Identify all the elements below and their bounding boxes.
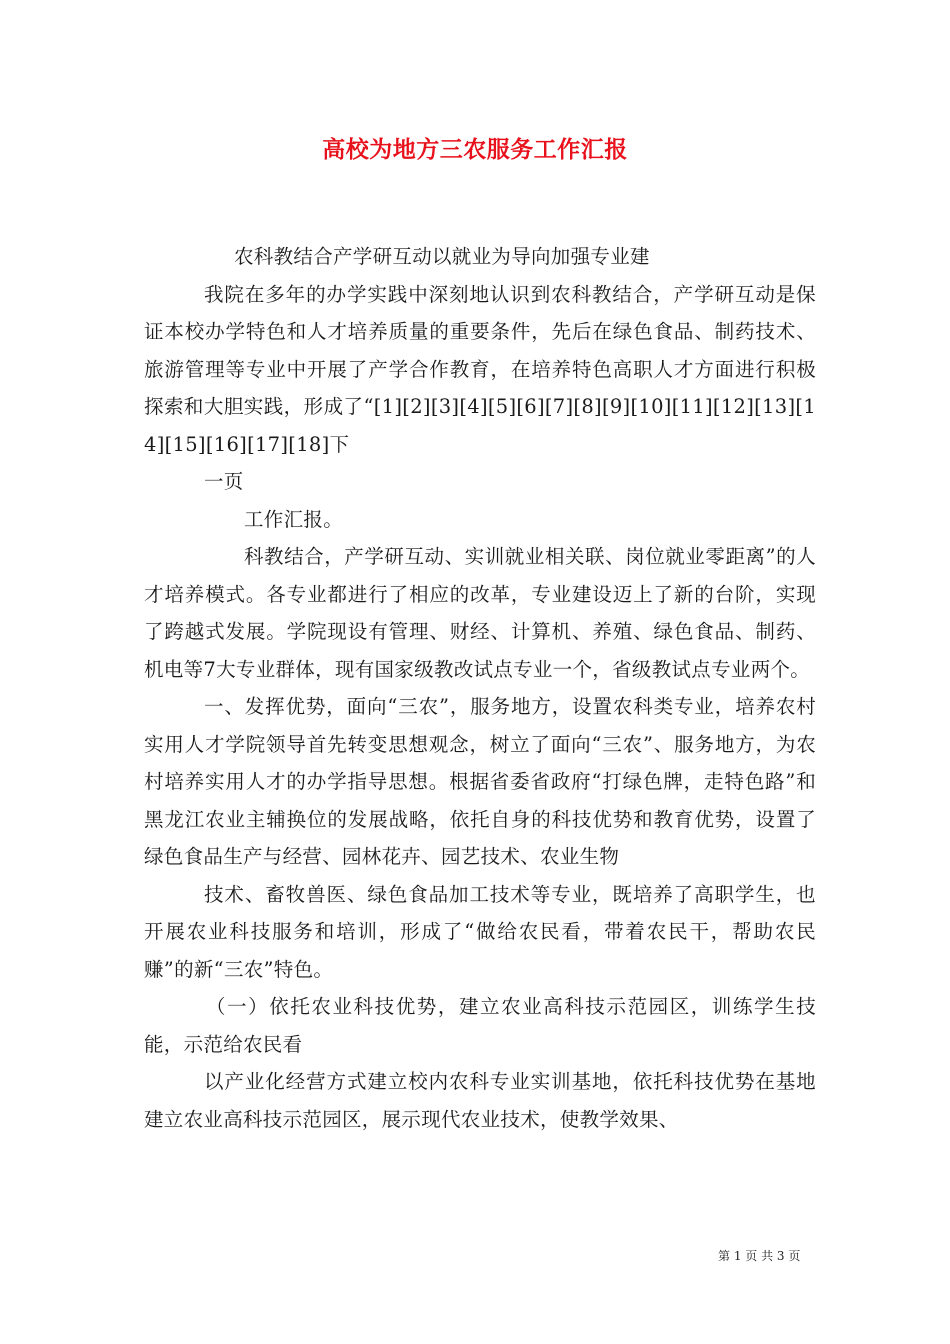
- paragraph-model: 科教结合，产学研互动、实训就业相关联、岗位就业零距离”的人才培养模式。各专业都进行了相应的改革，专业建设迈上了新的台阶，实现了跨越式发展。学院现设有管理、财经、计算机、养殖、绿色食品、制药、机电等7大专业群体，现有国家级教改试点专业一个，省级教试点专业两个。: [144, 545, 816, 681]
- paragraph-majors: 技术、畜牧兽医、绿色食品加工技术等专业，既培养了高职学生，也开展农业科技服务和培训，形成了“做给农民看，带着农民干，帮助农民赚”的新“三农”特色。: [144, 882, 816, 981]
- paragraph-subsection-one: （一）依托农业科技优势，建立农业高科技示范园区，训练学生技能，示范给农民看: [144, 995, 816, 1056]
- paragraph-heading-line: 农科教结合产学研互动以就业为导向加强专业建: [234, 245, 650, 268]
- document-title: 高校为地方三农服务工作汇报: [322, 136, 628, 163]
- paragraph-next-page: 一页: [204, 470, 244, 493]
- page-number-footer: 第 1 页 共 3 页: [718, 1249, 801, 1263]
- paragraph-work-report: 工作汇报。: [244, 507, 344, 531]
- paragraph-intro: 我院在多年的办学实践中深刻地认识到农科教结合，产学研互动是保证本校办学特色和人才培养质量的重要条件，先后在绿色食品、制药技术、旅游管理等专业中开展了产学合作教育，在培养特色高职人才方面进行积极探索和大胆实践，形成了“[1][2][3][4][5][6][7][8][9][10][11][12][13][14][15][16][17][18]下: [144, 282, 816, 456]
- paragraph-section-one: 一、发挥优势，面向“三农”，服务地方，设置农科类专业，培养农村实用人才学院领导首先转变思想观念，树立了面向“三农”、服务地方，为农村培养实用人才的办学指导思想。根据省委省政府“打绿色牌，走特色路”和黑龙江农业主辅换位的发展战略，依托自身的科技优势和教育优势，设置了绿色食品生产与经营、园林花卉、园艺技术、农业生物: [144, 695, 816, 868]
- document-body: [144, 238, 816, 1138]
- paragraph-training-base: 以产业化经营方式建立校内农科专业实训基地，依托科技优势在基地建立农业高科技示范园区，展示现代农业技术，使教学效果、: [144, 1070, 816, 1131]
